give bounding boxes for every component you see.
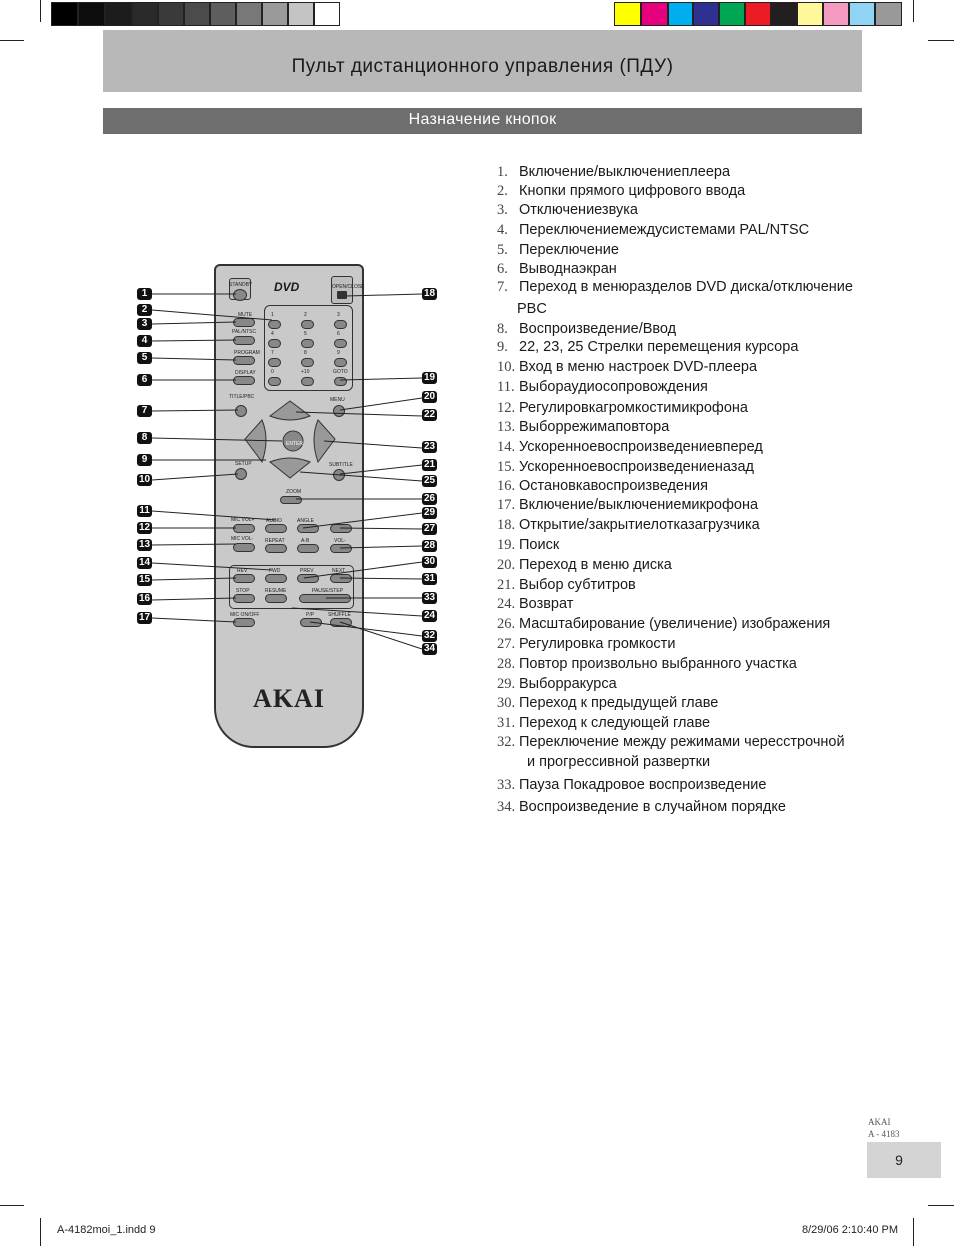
footer-brand: AKAI [868,1117,891,1127]
dvd-logo: DVD [274,280,300,294]
callout-badge: 13 [138,539,151,550]
list-item: 24. Возврат [497,596,574,612]
list-item: 16. Остановкавоспроизведения [497,478,708,494]
digit-label: 1 [271,312,274,318]
model-footer [868,1116,900,1140]
pp-label: P/P [306,612,315,618]
callout-badge: 12 [138,522,151,533]
callout-badge: 8 [137,432,152,444]
zoom-label: ZOOM [286,489,301,495]
callout-badge: 14 [138,557,151,568]
page-title: Пульт дистанционного управления (ПДУ) [291,56,674,77]
repeat-label: REPEAT [265,538,285,544]
callout-badge: 32 [423,630,436,641]
list-item: 1. Включение/выключениеплеера [497,164,731,180]
crop-mark [40,1218,41,1246]
callout-badge: 1 [137,288,152,300]
rev-label: REV [237,568,248,574]
callout-badge: 27 [423,523,436,534]
open-close-label: OPEN/CLOSE [332,284,365,290]
list-item: 8. Воспроизведение/Ввод [497,321,677,337]
digit-label: 2 [304,312,307,318]
title-pbc-label: TITLE/PBC [229,394,255,400]
vol-minus-label: VOL- [334,538,346,544]
list-item: 31. Переход к следующей главе [497,715,711,731]
mute-label: MUTE [238,312,253,318]
callout-badge: 10 [138,474,151,485]
subtitle-label: SUBTITLE [329,462,353,468]
callout-badge: 30 [423,556,436,567]
callout-badge: 20 [423,391,436,402]
list-item: 20. Переход в меню диска [497,557,672,573]
callout-badge: 3 [137,318,152,330]
enter-label: ENTER [286,441,303,447]
callout-badge: 2 [137,304,152,316]
pause-step-label: PAUSE/STEP [312,588,344,594]
callout-badge: 24 [423,610,436,621]
callout-badge: 22 [423,409,436,420]
digit-label: 4 [271,331,274,337]
digit-label: 0 [271,369,274,375]
program-label: PROGRAM [234,350,260,356]
callout-badge: 17 [138,612,151,623]
digit-label: 7 [271,350,274,356]
list-item: 7. Переход в менюразделов DVD диска/отключение [497,279,853,295]
list-item: 32. Переключение между режимами чересстрочной [497,734,845,750]
list-item: 18. Открытие/закрытиелотказагрузчика [497,517,760,533]
callout-badge: 7 [137,405,152,417]
list-item: 9. 22, 23, 25 Стрелки перемещения курсора [497,339,799,355]
callout-badge: 9 [137,454,152,466]
digit-label: 9 [337,350,340,356]
footer-filename: A-4182moi_1.indd 9 [57,1224,156,1236]
mic-on-off-label: MIC ON/OFF [230,612,260,618]
list-item: 33. Пауза Покадровое воспроизведение [497,777,767,793]
list-item: 5. Переключение [497,242,619,258]
list-item: 26. Масштабирование (увеличение) изображения [497,616,831,632]
callout-badge: 29 [423,507,436,518]
digit-label: 5 [304,331,307,337]
digit-label: 8 [304,350,307,356]
list-item: 13. Выборрежимаповтора [497,419,670,435]
callout-badge: 19 [423,372,436,383]
display-label: DISPLAY [235,370,256,376]
mic-vol-down-label: MIC VOL- [231,536,254,542]
list-item: 30. Переход к предыдущей главе [497,695,719,711]
list-item: 34. Воспроизведение в случайном порядке [497,799,786,815]
plus10-label: +10 [301,369,310,375]
footer-model: A - 4183 [868,1129,900,1139]
goto-label: GOTO [333,369,348,375]
callout-badge: 33 [423,592,436,603]
fwd-label: FWD [269,568,281,574]
ab-label: A-B [301,538,310,544]
footer-datetime: 8/29/06 2:10:40 PM [802,1224,899,1236]
page-number: 9 [895,1152,903,1168]
list-item: 17. Включение/выключениемикрофона [497,497,759,513]
callout-badge: 28 [423,540,436,551]
list-item: 14. Ускоренноевоспроизведениевперед [497,439,763,455]
callout-badge: 26 [423,493,436,504]
list-item: 28. Повтор произвольно выбранного участка [497,656,797,672]
callout-badge: 11 [137,505,152,517]
list-item: 15. Ускоренноевоспроизведениеназад [497,459,754,475]
list-item: и прогрессивной развертки [527,754,711,770]
mic-vol-up-label: MIC VOL+ [231,517,255,523]
callout-badge: 18 [423,288,436,299]
callout-badge: 16 [138,593,151,604]
callout-badge: 4 [137,335,152,347]
next-label: NEXT [332,568,346,574]
callout-badge: 23 [423,441,436,452]
callout-badge: 15 [138,574,151,585]
prev-label: PREV [300,568,314,574]
callout-badge: 25 [423,475,436,486]
standby-label: STANDBY [229,282,253,288]
audio-label: AUDIO [266,518,282,524]
list-item: 12. Регулировкагромкостимикрофона [497,400,748,416]
pal-ntsc-label: PAL/NTSC [232,329,257,335]
list-item: 27. Регулировка громкости [497,636,676,652]
list-item: 21. Выбор субтитров [497,577,636,593]
setup-label: SETUP [235,461,252,467]
list-item: 10. Вход в меню настроек DVD-плеера [497,359,758,375]
callout-badge: 5 [137,352,152,364]
angle-label: ANGLE [297,518,314,524]
callout-badge: 6 [137,374,152,386]
menu-label: MENU [330,397,345,403]
remote-brand-logo: AKAI [253,684,325,713]
list-item: PBC [517,301,547,317]
list-item: 3. Отключениезвука [497,202,638,218]
stop-label: STOP [236,588,250,594]
resume-label: RESUME [265,588,287,594]
crop-mark [0,1205,24,1206]
digit-label: 3 [337,312,340,318]
list-item: 2. Кнопки прямого цифрового ввода [497,183,746,199]
section-title: Назначение кнопок [408,111,557,128]
list-item: 6. Выводнаэкран [497,261,617,277]
crop-mark [913,1218,914,1246]
callout-badge: 34 [423,643,436,654]
list-item: 4. Переключениемеждусистемами PAL/NTSC [497,222,810,238]
digit-label: 6 [337,331,340,337]
list-item: 11. Выбораудиосопровождения [497,379,708,395]
callout-badge: 21 [423,459,436,470]
shuffle-label: SHUFFLE [328,612,351,618]
list-item: 29. Выборракурса [497,676,617,692]
callout-badge: 31 [423,573,436,584]
list-item: 19. Поиск [497,537,560,553]
crop-mark [928,1205,954,1206]
